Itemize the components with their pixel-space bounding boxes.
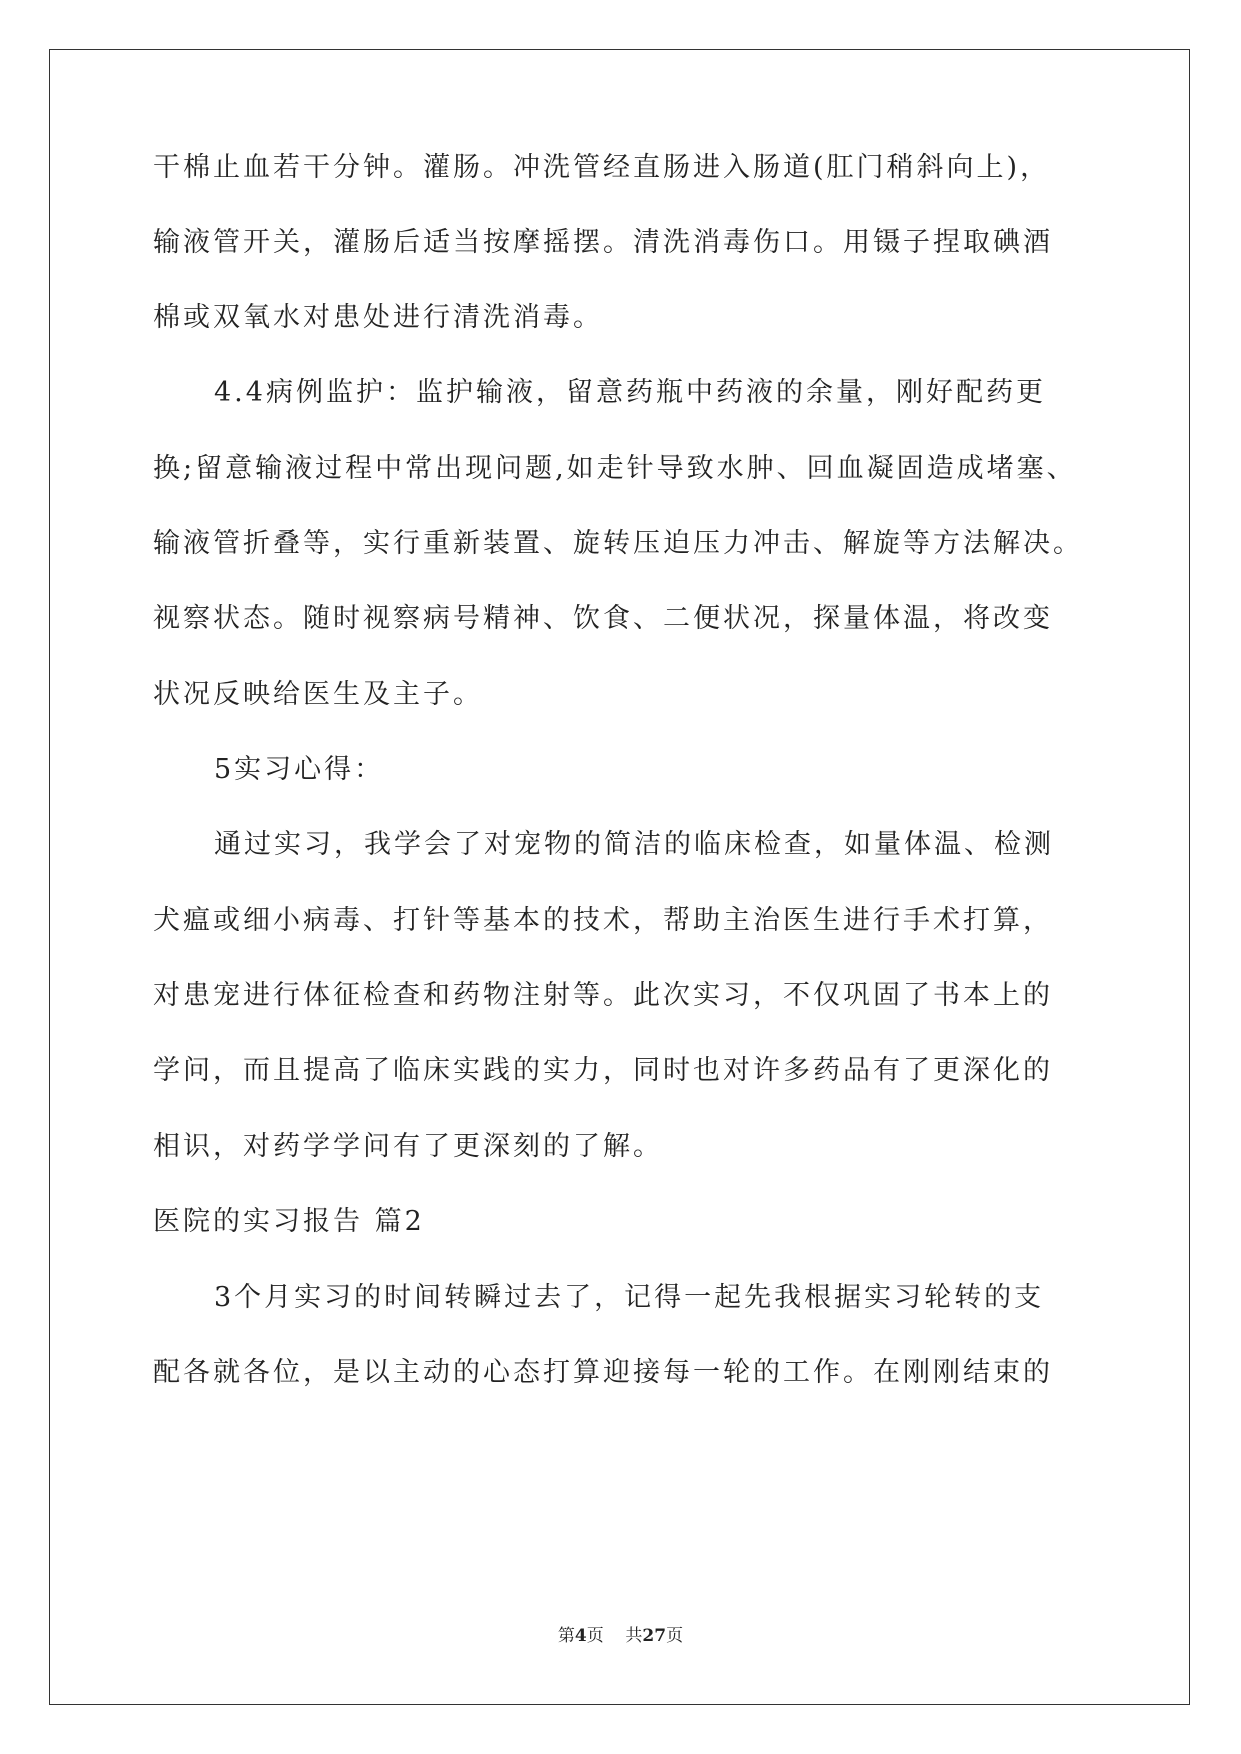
page-footer [0,1625,1241,1647]
text-line: 配各就各位，是以主动的心态打算迎接每一轮的工作。在刚刚结束的 [153,1357,1053,1388]
page-number: 4 [574,1626,587,1646]
text-line: 视察状态。随时视察病号精神、饮食、二便状况，探量体温，将改变 [153,603,1053,634]
page-frame [49,49,1190,1705]
text-line: 相识，对药学学问有了更深刻的了解。 [153,1131,663,1162]
text-line: 换;留意输液过程中常出现问题,如走针导致水肿、回血凝固造成堵塞、 [153,453,1077,484]
text-line: 学问，而且提高了临床实践的实力，同时也对许多药品有了更深化的 [153,1055,1053,1086]
text-line: 犬瘟或细小病毒、打针等基本的技术，帮助主治医生进行手术打算， [153,905,1053,936]
total-pages: 27 [642,1626,667,1646]
text-line: 状况反映给医生及主子。 [153,679,483,710]
text-line: 4.4病例监护：监护输液，留意药瓶中药液的余量，刚好配药更 [214,377,1046,408]
text-line: 棉或双氧水对患处进行清洗消毒。 [153,302,603,333]
footer-prefix: 第 [557,1626,575,1646]
text-line: 输液管开关，灌肠后适当按摩摇摆。清洗消毒伤口。用镊子捏取碘酒 [153,227,1053,258]
text-line: 3个月实习的时间转瞬过去了，记得一起先我根据实习轮转的支 [214,1282,1045,1313]
footer-page-unit: 页 [586,1626,604,1646]
section-heading: 5实习心得： [214,754,385,785]
text-line: 对患宠进行体征检查和药物注射等。此次实习，不仅巩固了书本上的 [153,980,1053,1011]
footer-total-unit: 页 [666,1626,684,1646]
footer-total-prefix: 共 [625,1626,643,1646]
text-line: 干棉止血若干分钟。灌肠。冲洗管经直肠进入肠道(肛门稍斜向上)， [153,152,1051,183]
text-line: 输液管折叠等，实行重新装置、旋转压迫压力冲击、解旋等方法解决。 [153,528,1083,559]
text-line: 通过实习，我学会了对宠物的简洁的临床检查，如量体温、检测 [214,829,1054,860]
article-title: 医院的实习报告 篇2 [153,1206,425,1237]
